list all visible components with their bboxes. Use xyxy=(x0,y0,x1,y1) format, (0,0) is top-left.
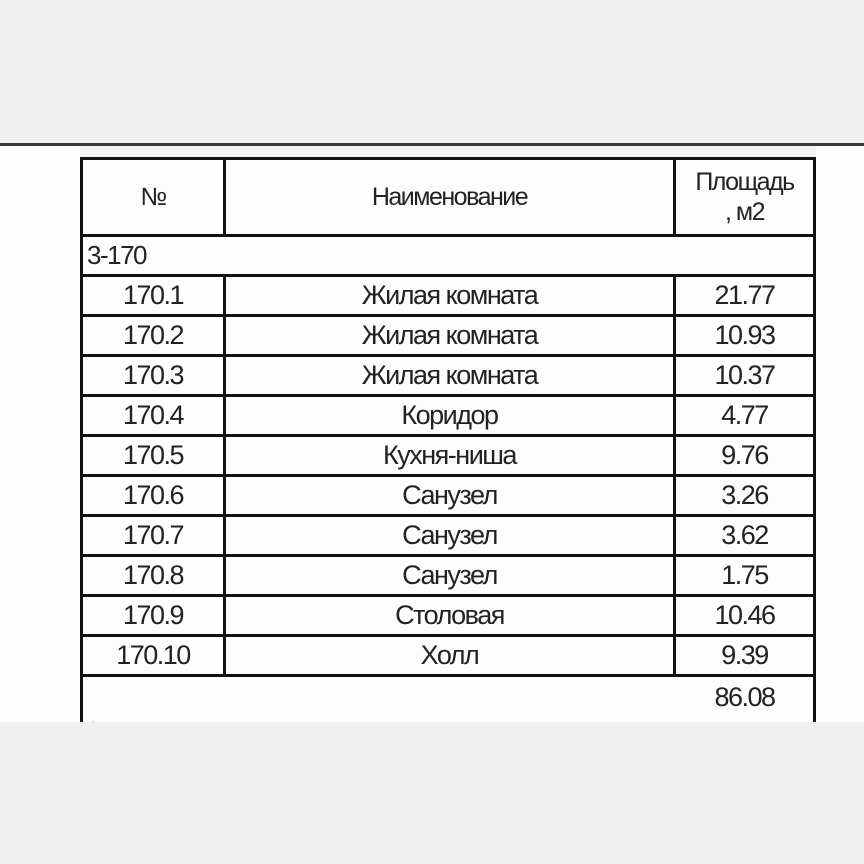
room-name: Коридор xyxy=(226,397,676,434)
group-row xyxy=(83,237,813,277)
header-area-line2: , м2 xyxy=(725,198,764,226)
room-name: Санузел xyxy=(226,517,676,554)
room-number: 170.8 xyxy=(83,557,226,594)
room-name: Жилая комната xyxy=(226,317,676,354)
room-name: Столовая xyxy=(226,597,676,634)
room-area: 4.77 xyxy=(721,400,768,430)
room-number: 170.7 xyxy=(83,517,226,554)
room-name: Кухня-ниша xyxy=(226,437,676,474)
room-number: 170.3 xyxy=(83,357,226,394)
room-name: Холл xyxy=(226,637,676,674)
total-row xyxy=(83,677,813,717)
total-area: 86.08 xyxy=(714,681,775,712)
room-area: 10.37 xyxy=(714,360,775,390)
table-row xyxy=(83,637,813,677)
table-row xyxy=(83,557,813,597)
table-row xyxy=(83,397,813,437)
room-name: Жилая комната xyxy=(226,277,676,314)
room-name: Санузел xyxy=(226,477,676,514)
room-number: 170.10 xyxy=(83,637,226,674)
table-row xyxy=(83,437,813,477)
table-header-row xyxy=(83,160,813,237)
header-number: № xyxy=(83,160,226,234)
header-area-line1: Площадь xyxy=(695,168,794,196)
table-row xyxy=(83,517,813,557)
header-name: Наименование xyxy=(226,160,676,234)
table-row xyxy=(83,357,813,397)
table-row xyxy=(83,597,813,637)
table-row xyxy=(83,317,813,357)
room-number: 170.5 xyxy=(83,437,226,474)
room-number: 170.4 xyxy=(83,397,226,434)
room-number: 170.6 xyxy=(83,477,226,514)
room-name: Санузел xyxy=(226,557,676,594)
total-spacer xyxy=(83,677,676,717)
room-area: 10.46 xyxy=(714,600,775,630)
header-area xyxy=(676,160,813,234)
room-area: 3.62 xyxy=(721,520,768,550)
room-area: 21.77 xyxy=(714,280,775,310)
room-number: 170.9 xyxy=(83,597,226,634)
room-number: 170.2 xyxy=(83,317,226,354)
group-label: 3-170 xyxy=(87,240,146,270)
room-area: 3.26 xyxy=(721,480,768,510)
bottom-gray-band xyxy=(0,722,864,864)
table-row xyxy=(83,277,813,317)
room-area: 9.39 xyxy=(721,640,768,670)
room-number: 170.1 xyxy=(83,277,226,314)
room-area: 9.76 xyxy=(721,440,768,470)
room-schedule-sheet xyxy=(0,146,864,722)
top-gray-band xyxy=(0,0,864,143)
table-row xyxy=(83,477,813,517)
room-area: 10.93 xyxy=(714,320,775,350)
table-top-strip xyxy=(80,146,816,160)
room-area: 1.75 xyxy=(721,560,768,590)
room-name: Жилая комната xyxy=(226,357,676,394)
